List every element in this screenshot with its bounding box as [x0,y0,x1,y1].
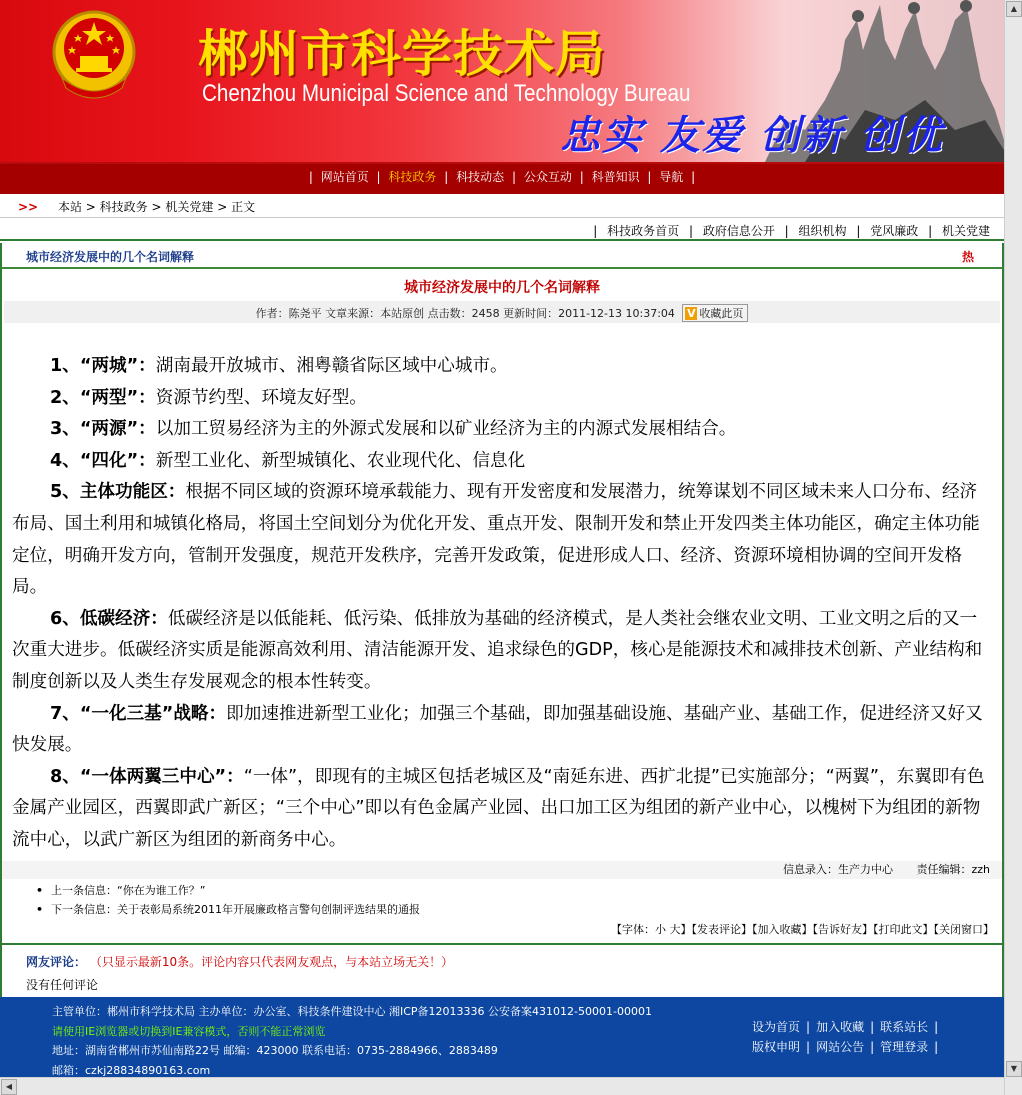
nav-item-science-knowledge[interactable]: 科普知识 [591,170,640,184]
footer-line-email: 邮箱：czkj28834890163.com [52,1063,211,1077]
footer-link-add-favorite[interactable]: 加入收藏 [816,1020,865,1034]
next-article-link[interactable]: 下一条信息：关于表彰局系统2011年开展廉政格言警句创制评选结果的通报 [51,902,421,916]
nav-item-public-interaction[interactable]: 公众互动 [523,170,572,184]
footer-links [752,1017,944,1057]
vertical-scrollbar[interactable] [1004,0,1022,1095]
no-comments-text: 没有任何评论 [26,978,99,992]
prev-next-list [2,879,1002,919]
bookmark-page-label: 收藏此页 [699,307,744,320]
footer-link-contact[interactable]: 联系站长 [880,1020,929,1034]
article-titlebar [0,243,1004,269]
national-emblem-icon [52,8,136,104]
paragraph-5: 5、主体功能区：根据不同区域的资源环境承载能力、现有开发密度和发展潜力，统筹谋划不同区域未来人口分布、经济布局、国土利用和城镇化格局，将国土空间划分为优化开发、重点开发、限制开发和禁止开发四类主体功能区，确定主体功能定位，明确开发方向，管制开发强度，规范开发秩序，完善开发政策，促进形成人口、经济、资源环境相协调的空间开发格局。 [12,482,980,598]
nav-item-tech-news[interactable]: 科技动态 [456,170,505,184]
bookmark-page-button[interactable] [682,304,748,322]
paragraph-6: 6、低碳经济：低碳经济是以低能耗、低污染、低排放为基础的经济模式，是人类社会继农业文明、工业文明之后的又一次重大进步。低碳经济实质是能源高效利用、清洁能源开发、追求绿色的GDP，核心是能源技术和减排技术创新、产业结构和制度创新以及人类生存发展观念的根本性转变。 [12,608,983,692]
horizontal-scrollbar[interactable] [0,1077,1004,1095]
info-editor: 责任编辑：zzh [916,862,990,876]
site-title: 郴州市科学技术局 [198,25,606,83]
subnav-item-organization[interactable]: 组织机构 [798,224,847,238]
article-tools[interactable]: 【字体：小 大】【发表评论】【加入收藏】【告诉好友】【打印此文】【关闭窗口】 [611,922,994,936]
comments-label: 网友评论： [26,955,87,969]
article-title: 城市经济发展中的几个名词解释 [404,280,600,296]
nav-item-tech-affairs[interactable]: 科技政务 [388,170,437,184]
breadcrumb-item-site[interactable]: 本站 [57,200,82,214]
prev-article-item [36,881,1002,900]
footer-link-admin-login[interactable]: 管理登录 [880,1040,929,1054]
site-title-english: Chenzhou Municipal Science and Technology Bureau [202,80,691,107]
comments-note: （只显示最新10条。评论内容只代表网友观点，与本站立场无关！） [89,955,454,969]
article-meta-text: 作者：陈尧平 文章来源：本站原创 点击数：2458 更新时间：2011-12-13 10:37:04 [255,307,675,320]
footer-links-row-1: 设为首页 | 加入收藏 | 联系站长 | [752,1020,939,1034]
footer-line-org: 主管单位：郴州市科学技术局 主办单位：办公室、科技条件建设中心 湘ICP备12013336 公安备案431012-50001-00001 [52,1005,652,1018]
footer-link-set-home[interactable]: 设为首页 [752,1020,801,1034]
subnav-item-integrity[interactable]: 党风廉政 [870,224,919,238]
paragraph-7: 7、“一化三基”战略：即加速推进新型工业化；加强三个基础，即加强基础设施、基础产业、基础工作，促进经济又好又快发展。 [12,703,983,756]
info-entry: 信息录入：生产力中心 [782,862,893,876]
footer-link-copyright[interactable]: 版权申明 [752,1040,801,1054]
sub-nav: | 科技政务首页 | 政府信息公开 | 组织机构 | 党风廉政 | 机关党建 [0,219,1004,241]
article-meta [4,301,1000,323]
subnav-item-party-building[interactable]: 机关党建 [941,224,990,238]
slogan: 忠实 友爱 创新 创优 [560,113,944,159]
breadcrumb: >> 本站 > 科技政务 > 机关党建 > 正文 [0,194,1004,218]
breadcrumb-item-party-building[interactable]: 机关党建 [165,200,214,214]
bullet-icon: • [36,883,44,897]
bullet-icon: • [36,902,44,916]
breadcrumb-item-current: 正文 [231,200,256,214]
footer-browser-notice: 请使用IE浏览器或切换到IE兼容模式，否则不能正常浏览 [52,1024,326,1038]
breadcrumb-item-tech-affairs[interactable]: 科技政务 [99,200,148,214]
article-info-line [2,861,1002,879]
hot-badge: 热 [961,250,974,264]
next-article-item [36,900,1002,919]
footer-link-notice[interactable]: 网站公告 [816,1040,865,1054]
main-nav: | 网站首页 | 科技政务 | 科技动态 | 公众互动 | 科普知识 | 导航 | [0,162,1004,194]
footer-line-address: 地址：湖南省郴州市苏仙南路22号 邮编：423000 联系电话：0735-2884966、2883489 [52,1044,498,1057]
prev-article-link[interactable]: 上一条信息：“你在为谁工作？” [51,883,206,897]
scroll-up-icon[interactable]: ▲ [1006,1,1022,17]
nav-item-navigation[interactable]: 导航 [659,170,684,184]
breadcrumb-arrows-icon: >> [18,200,39,214]
scroll-left-icon[interactable]: ◀ [1,1079,17,1095]
article-content [2,323,1002,857]
subnav-item-affairs-home[interactable]: 科技政务首页 [607,224,680,238]
comments-section [0,943,1004,997]
scroll-down-icon[interactable]: ▼ [1006,1061,1022,1077]
paragraph-4: 4、“四化”：新型工业化、新型城镇化、农业现代化、信息化 [50,450,526,471]
article-frame [0,269,1004,943]
paragraph-3: 3、“两源”：以加工贸易经济为主的外源式发展和以矿业经济为主的内源式发展相结合。 [50,419,737,440]
paragraph-1: 1、“两城”：湖南最开放城市、湘粤赣省际区域中心城市。 [50,356,508,376]
subnav-item-gov-info[interactable]: 政府信息公开 [702,224,775,238]
footer-links-row-2: 版权申明 | 网站公告 | 管理登录 | [752,1040,939,1054]
nav-item-home[interactable]: 网站首页 [320,170,369,184]
bookmark-icon: V [687,307,696,320]
titlebar-title: 城市经济发展中的几个名词解释 [26,250,195,264]
paragraph-2: 2、“两型”：资源节约型、环境友好型。 [50,387,367,408]
header-banner [0,0,1004,162]
paragraph-8: 8、“一体两翼三中心”：“一体”，即现有的主城区包括老城区及“南延东进、西扩北提”已实施部分；“两翼”，东翼即有色金属产业园区，西翼即武广新区；“三个中心”即以有色金属产业园、出口加工区为组团的新产业中心，以槐树下为组团的新物流中心，以武广新区为组团的新商务中心。 [12,766,985,850]
